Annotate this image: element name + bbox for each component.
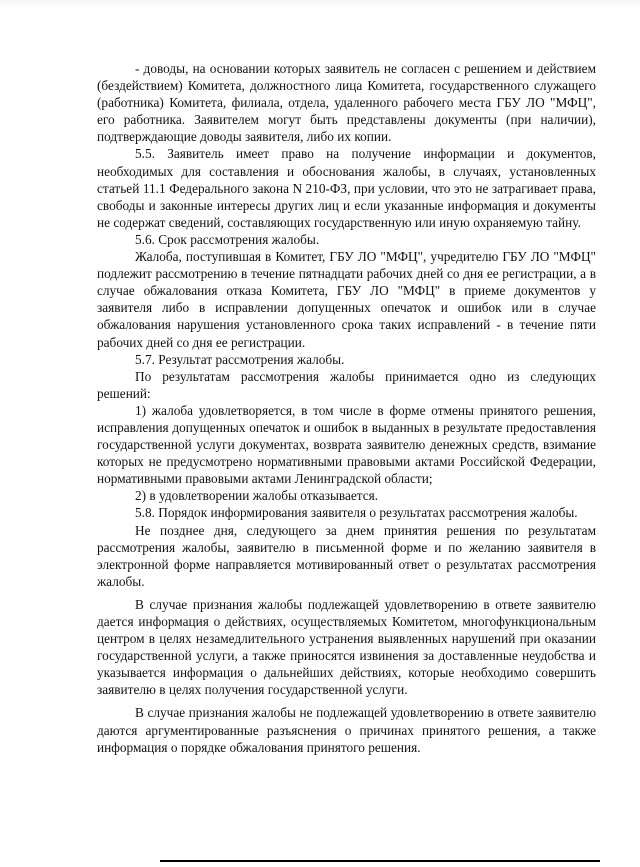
heading-5-6: 5.6. Срок рассмотрения жалобы. xyxy=(135,231,320,247)
list-item-2: 2) в удовлетворении жалобы отказывается. xyxy=(135,488,379,504)
paragraph-response-deadline: Не позднее дня, следующего за днем принятия решения по результатам рассмотрения жалобы, заявителю в письменной форме и по желанию заявителя в электронной форме направляется мотивированный ответ о результатах рассмотрения жалобы. xyxy=(97,522,596,589)
heading-5-8: 5.8. Порядок информирования заявителя о результатах рассмотрения жалобы. xyxy=(135,505,578,521)
paragraph-satisfied-response: В случае признания жалобы подлежащей удовлетворению в ответе заявителю дается информация о действиях, осуществляемых Комитетом, многофункциональным центром в целях незамедлительного устранения выявленных нарушений при оказании государственной услуги, а также приносятся извинения за доставленные неудобства и указывается информация о дальнейших действиях, которые необходимо совершить заявителю в целях получения государственной услуги. xyxy=(97,596,596,698)
paragraph-5-5: 5.5. Заявитель имеет право на получение информации и документов, необходимых для составления и обоснования жалобы, в случаях, установленных статьей 11.1 Федерального закона N 210-ФЗ, при условии, что это не затрагивает права, свободы и законные интересы других лиц и если указанные информация и документы не содержат сведений, составляющих государственную или иную охраняемую тайну. xyxy=(97,146,596,230)
paragraph-rejected-response: В случае признания жалобы не подлежащей удовлетворению в ответе заявителю даются аргументированные разъяснения о причинах принятого решения, а также информация о порядке обжалования принятого решения. xyxy=(97,705,596,755)
scan-top-shadow xyxy=(0,0,640,8)
list-item-1: 1) жалоба удовлетворяется, в том числе в форме отмены принятого решения, исправления допущенных опечаток и ошибок в выданных в результате предоставления государственной услуги документах, возврата заявителю денежных средств, взимание которых не предусмотрено нормативными правовыми актами Российской Федерации, нормативными правовыми актами Ленинградской области; xyxy=(97,402,596,487)
paragraph-arguments: - доводы, на основании которых заявитель не согласен с решением и действием (бездействием) Комитета, должностного лица Комитета, государственного служащего (работника) Комитета, филиала, отдела, удаленного рабочего места ГБУ ЛО "МФЦ", его работника. Заявителем могут быть представлены документы (при наличии), подтверждающие доводы заявителя, либо их копии. xyxy=(97,61,596,145)
bottom-border-line xyxy=(160,860,600,862)
paragraph-complaint-term: Жалоба, поступившая в Комитет, ГБУ ЛО "МФЦ", учредителю ГБУ ЛО "МФЦ" подлежит рассмотрению в течение пятнадцати рабочих дней со дня ее регистрации, а в случае обжалования отказа Комитета, ГБУ ЛО "МФЦ" в приеме документов у заявителя либо в исправлении допущенных опечаток и ошибок или в случае обжалования нарушения установленного срока таких исправлений - в течение пяти рабочих дней со дня ее регистрации. xyxy=(97,249,596,350)
heading-5-7: 5.7. Результат рассмотрения жалобы. xyxy=(135,351,345,367)
paragraph-decisions-intro: По результатам рассмотрения жалобы принимается одно из следующих решений: xyxy=(97,368,596,401)
document-body xyxy=(97,60,596,756)
